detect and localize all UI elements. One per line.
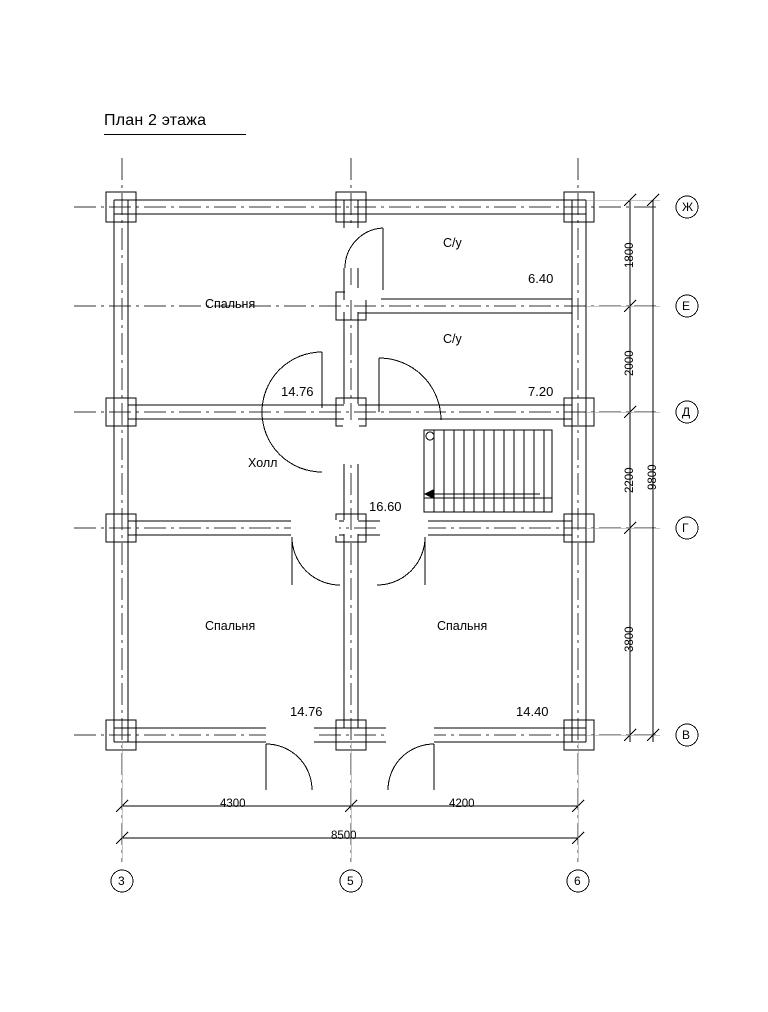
area-label-hall: 16.60	[369, 499, 402, 514]
room-label-hall: Холл	[248, 456, 278, 470]
axis-mark-g: Г	[682, 521, 689, 535]
dim-horizontal-4200: 4200	[449, 798, 475, 810]
axis-mark-d: Д	[682, 405, 691, 419]
dim-horizontal-4300: 4300	[220, 798, 246, 810]
area-label-bath-mid: 7.20	[528, 384, 554, 399]
axis-mark-e: Е	[682, 299, 691, 313]
room-label-bath-top: С/у	[443, 236, 462, 250]
room-label-bedroom-top: Спальня	[205, 297, 256, 311]
stair-run	[424, 430, 552, 512]
area-label-bedroom-bottom-left: 14.76	[290, 704, 323, 719]
door-openings	[266, 228, 434, 743]
axis-mark-v: В	[682, 728, 691, 742]
dim-vertical-total-9800: 9800	[647, 464, 659, 490]
dim-vertical-3800: 3800	[624, 626, 636, 652]
door-swings	[262, 228, 441, 790]
page-title: План 2 этажа	[104, 112, 207, 129]
wall-junction-blocks	[106, 192, 594, 750]
dim-vertical-2000: 2000	[624, 350, 636, 376]
area-label-bath-top: 6.40	[528, 271, 554, 286]
axis-mark-3: 3	[118, 874, 125, 888]
axis-mark-zh: Ж	[682, 200, 694, 214]
dim-horizontal-total-8500: 8500	[331, 830, 357, 842]
exterior-walls	[114, 200, 586, 742]
room-label-bedroom-bottom-right: Спальня	[437, 619, 488, 633]
axis-mark-6: 6	[574, 874, 581, 888]
area-label-bedroom-top: 14.76	[281, 384, 314, 399]
horizontal-dimension-chain	[116, 742, 584, 862]
axis-mark-5: 5	[347, 874, 354, 888]
room-label-bath-mid: С/у	[443, 332, 462, 346]
vertical-axis-bubbles	[676, 196, 698, 746]
dim-vertical-2200: 2200	[624, 467, 636, 493]
dim-vertical-1800: 1800	[624, 242, 636, 268]
area-label-bedroom-bottom-right: 14.40	[516, 704, 549, 719]
room-label-bedroom-bottom-left: Спальня	[205, 619, 256, 633]
